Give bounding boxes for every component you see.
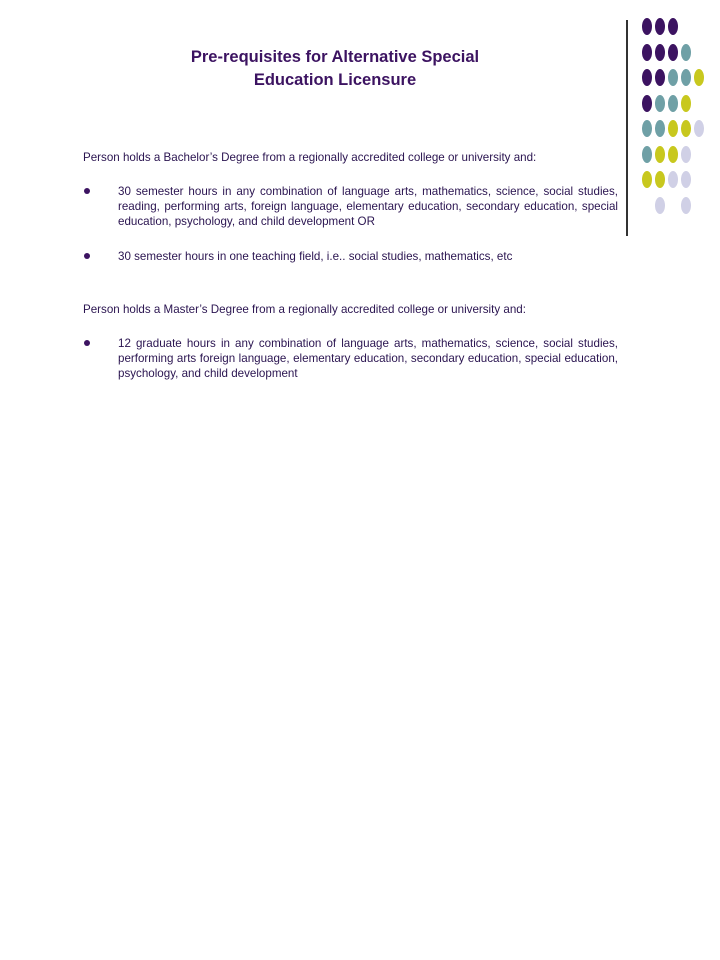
page-title-line-1: Pre-requisites for Alternative Special (190, 48, 480, 66)
decorative-dot (681, 120, 691, 137)
decorative-dot (655, 44, 665, 61)
decorative-dot (668, 95, 678, 112)
decorative-dot (668, 146, 678, 163)
decorative-dot (681, 95, 691, 112)
master-requirement-intro: Person holds a Master’s Degree from a regionally accredited college or university and: (83, 303, 526, 316)
decorative-dot (642, 44, 652, 61)
decorative-dot (642, 69, 652, 86)
decorative-dot (681, 44, 691, 61)
decorative-dot (681, 171, 691, 188)
bullet-dot-icon (84, 253, 90, 259)
decorative-dot (642, 171, 652, 188)
decorative-dot (642, 95, 652, 112)
decorative-dot (681, 146, 691, 163)
decorative-dot (655, 120, 665, 137)
decorative-dot (642, 120, 652, 137)
decorative-dot (694, 69, 704, 86)
decorative-dot (655, 146, 665, 163)
decorative-dot (668, 171, 678, 188)
decorative-dot (642, 18, 652, 35)
decorative-divider-line (626, 20, 628, 236)
bachelor-requirement-intro: Person holds a Bachelor’s Degree from a regionally accredited college or university and: (83, 151, 537, 164)
bachelor-option-combination: 30 semester hours in any combination of language arts, mathematics, science, social studies, reading, performing arts, foreign language, elementary education, secondary education, special education, psychology, and child development OR (118, 185, 618, 228)
decorative-dot (655, 197, 665, 214)
decorative-dot-pattern (638, 18, 718, 208)
decorative-dot (668, 120, 678, 137)
decorative-dot (694, 120, 704, 137)
bullet-dot-icon (84, 188, 90, 194)
decorative-dot (668, 44, 678, 61)
decorative-dot (681, 197, 691, 214)
decorative-dot (668, 18, 678, 35)
page-title (150, 46, 520, 92)
decorative-dot (642, 146, 652, 163)
decorative-dot (681, 69, 691, 86)
decorative-dot (668, 69, 678, 86)
decorative-dot (655, 95, 665, 112)
master-option-graduate-hours: 12 graduate hours in any combination of language arts, mathematics, science, social studies, performing arts foreign language, elementary education, secondary education, special education, psychology, and child development (118, 337, 618, 380)
page-title-line-2: Education Licensure (253, 71, 417, 89)
bullet-dot-icon (84, 340, 90, 346)
decorative-dot (655, 18, 665, 35)
bachelor-option-single-field: 30 semester hours in one teaching field, i.e.. social studies, mathematics, etc (118, 250, 513, 263)
decorative-dot (655, 69, 665, 86)
decorative-dot (655, 171, 665, 188)
